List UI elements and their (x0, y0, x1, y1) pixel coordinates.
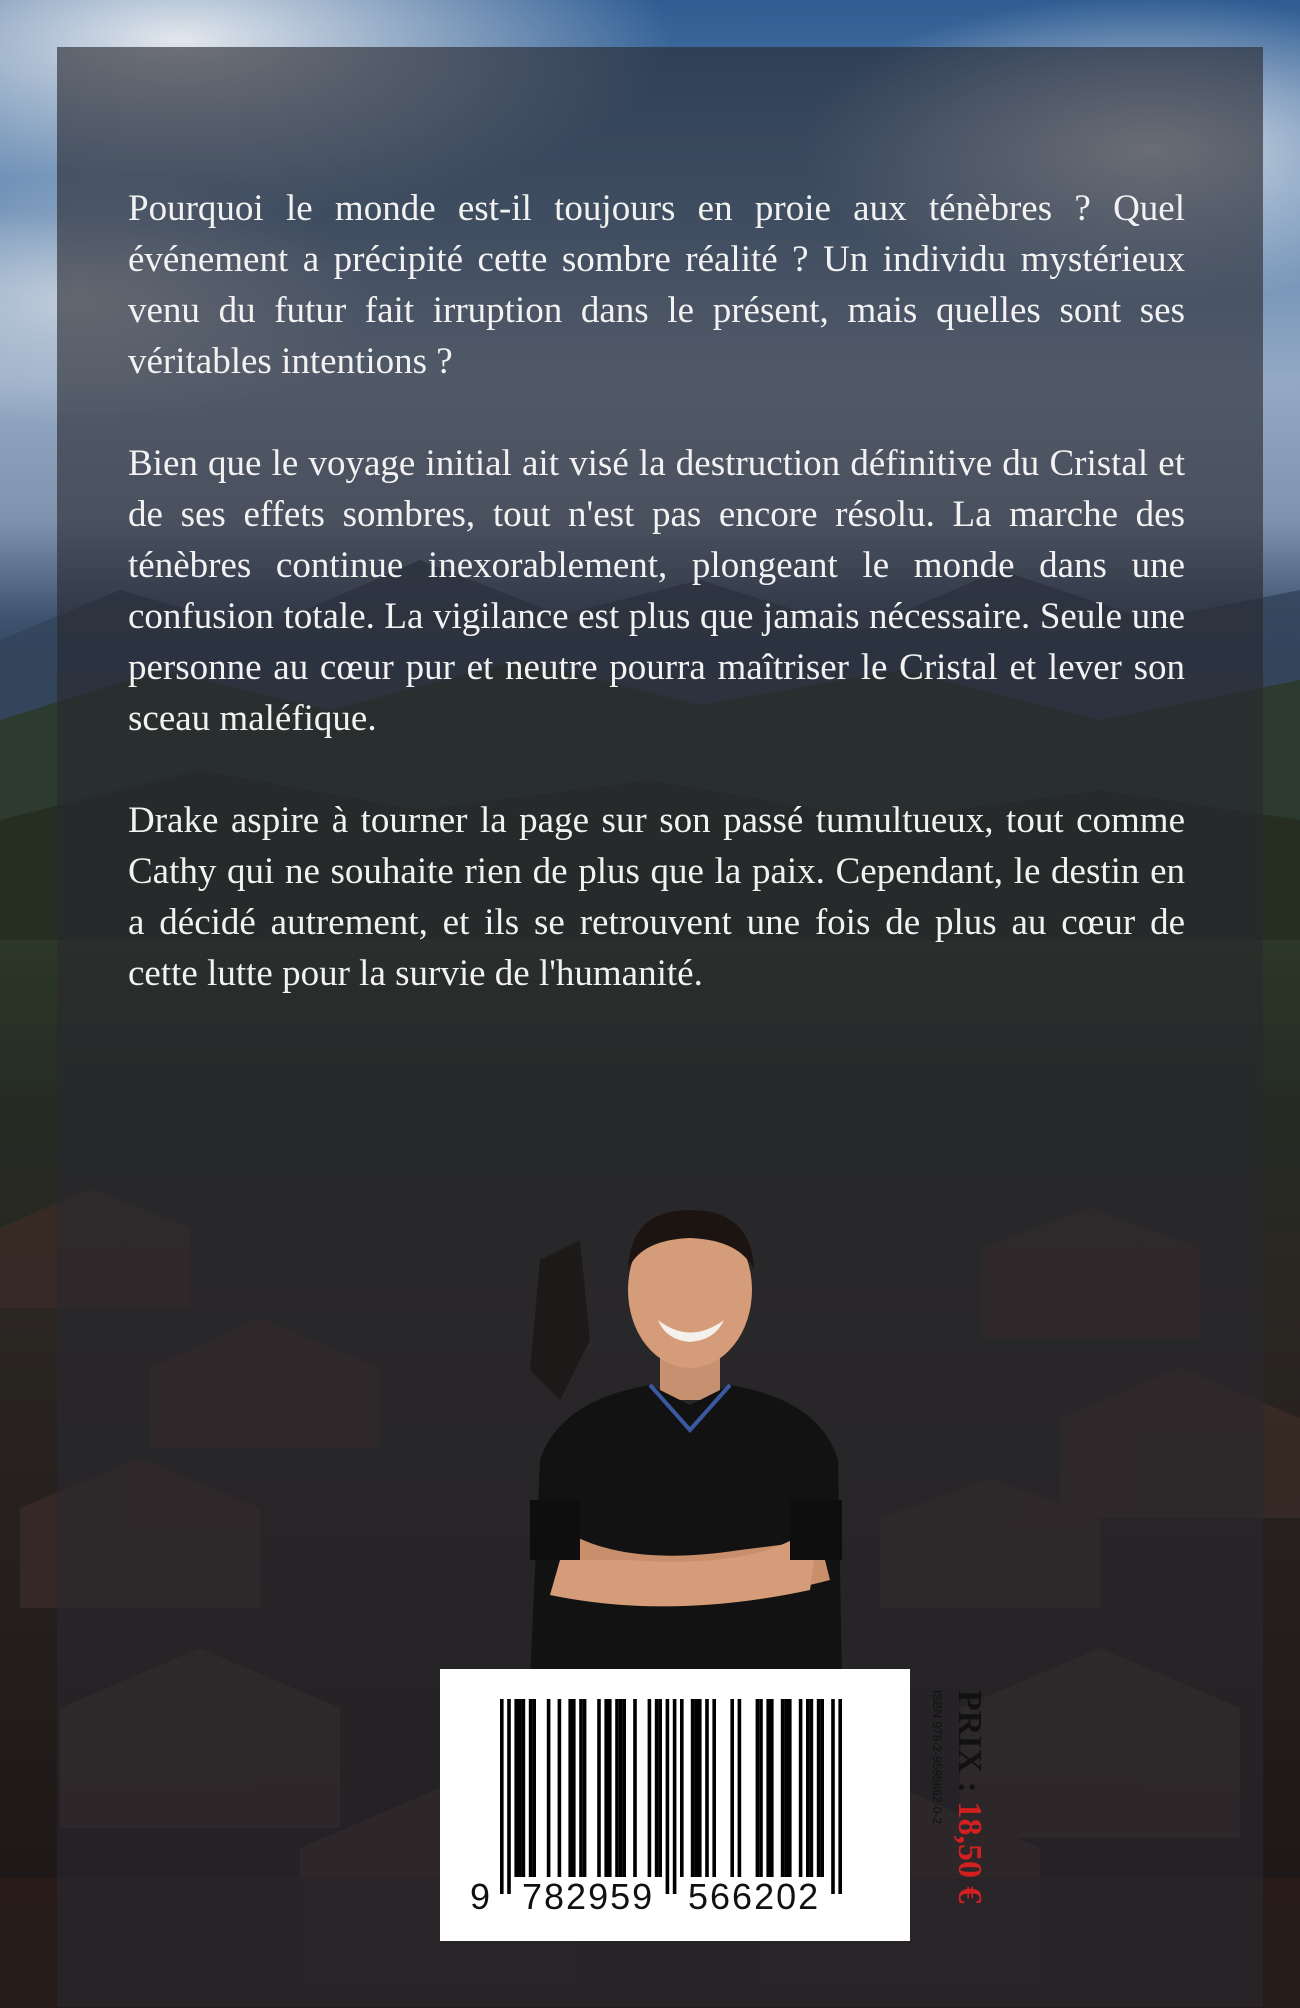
blurb-paragraph-3: Drake aspire à tourner la page sur son passé tumultueux, tout comme Cathy qui ne souhaite rien de plus que la paix. Cependant, le destin en a décidé autrement, et ils se retrouvent une fois de plus au cœur de cette lutte pour la survie de l'humanité. (128, 800, 1185, 994)
barcode-bar (838, 1699, 842, 1894)
barcode-bar (810, 1699, 814, 1877)
barcode-bar (558, 1699, 562, 1877)
barcode-bar (784, 1699, 788, 1877)
price-value: 18,50 € (951, 1801, 988, 1904)
barcode-bar (691, 1699, 695, 1877)
barcode-bar (756, 1699, 760, 1877)
blurb-paragraph-2: Bien que le voyage initial ait visé la destruction définitive du Cristal et de ses effets sombres, tout n'est pas encore résolu. La marche des ténèbres continue inexorablement, plongeant le monde dans une confusion totale. La vigilance est plus que jamais nécessaire. Seule une personne au cœur pur et neutre pourra maîtriser le Cristal et lever son sceau maléfique. (128, 443, 1185, 739)
barcode-bar (622, 1699, 626, 1877)
isbn-barcode (440, 1669, 910, 1941)
barcode-bar (522, 1699, 526, 1877)
barcode-bar (597, 1699, 601, 1877)
barcode-bar (730, 1699, 734, 1877)
barcode-bar (633, 1699, 637, 1877)
barcode-bar (694, 1699, 698, 1877)
barcode-bar (648, 1699, 652, 1877)
barcode-bar (507, 1699, 511, 1894)
isbn-number: ISBN 978-2-9595662-0-2 (930, 1690, 944, 1825)
blurb-paragraph-1: Pourquoi le monde est-il toujours en proie aux ténèbres ? Quel événement a précipité cette sombre réalité ? Un individu mystérieux venu du futur fait irruption dans le présent, mais quelles sont ses véritables intentions ? (128, 188, 1185, 382)
barcode-bar (568, 1699, 572, 1877)
barcode-bar (529, 1699, 533, 1877)
barcode-bar (806, 1699, 810, 1877)
price-text (949, 1690, 989, 1903)
price-label: PRIX : (951, 1690, 988, 1793)
barcode-bar (615, 1699, 619, 1877)
barcode-box (440, 1669, 910, 1941)
barcode-group-left: 782959 (522, 1876, 655, 1917)
barcode-bar (705, 1699, 709, 1877)
barcode-bar (666, 1699, 670, 1894)
barcode-bar (759, 1699, 763, 1877)
barcode-bar (608, 1699, 612, 1877)
barcode-bar (547, 1699, 551, 1877)
barcode-bar (831, 1699, 835, 1894)
barcode-bar (673, 1699, 677, 1894)
barcode-bar (514, 1699, 518, 1877)
author-photo (520, 1200, 850, 1680)
barcode-bar (619, 1699, 623, 1877)
barcode-first-digit: 9 (470, 1876, 493, 1917)
barcode-bar (500, 1699, 504, 1894)
back-cover-blurb (128, 183, 1185, 1050)
barcode-bar (655, 1699, 659, 1877)
barcode-bar (712, 1699, 716, 1877)
barcode-bar (817, 1699, 821, 1877)
barcode-bar (604, 1699, 608, 1877)
barcode-bar (738, 1699, 742, 1877)
barcode-bar (698, 1699, 702, 1877)
barcode-bar (518, 1699, 522, 1877)
barcode-group-right: 566202 (688, 1876, 821, 1917)
barcode-bar (579, 1699, 583, 1877)
price-block (925, 1690, 1015, 1990)
barcode-bar (532, 1699, 536, 1877)
barcode-bar (766, 1699, 770, 1877)
barcode-bar (820, 1699, 824, 1877)
barcode-bar (658, 1699, 662, 1877)
barcode-bar (788, 1699, 792, 1877)
barcode-bar (799, 1699, 803, 1877)
barcode-bar (572, 1699, 576, 1877)
barcode-bar (583, 1699, 587, 1877)
barcode-bar (680, 1699, 684, 1877)
barcode-bar (770, 1699, 774, 1877)
barcode-bar (781, 1699, 785, 1877)
